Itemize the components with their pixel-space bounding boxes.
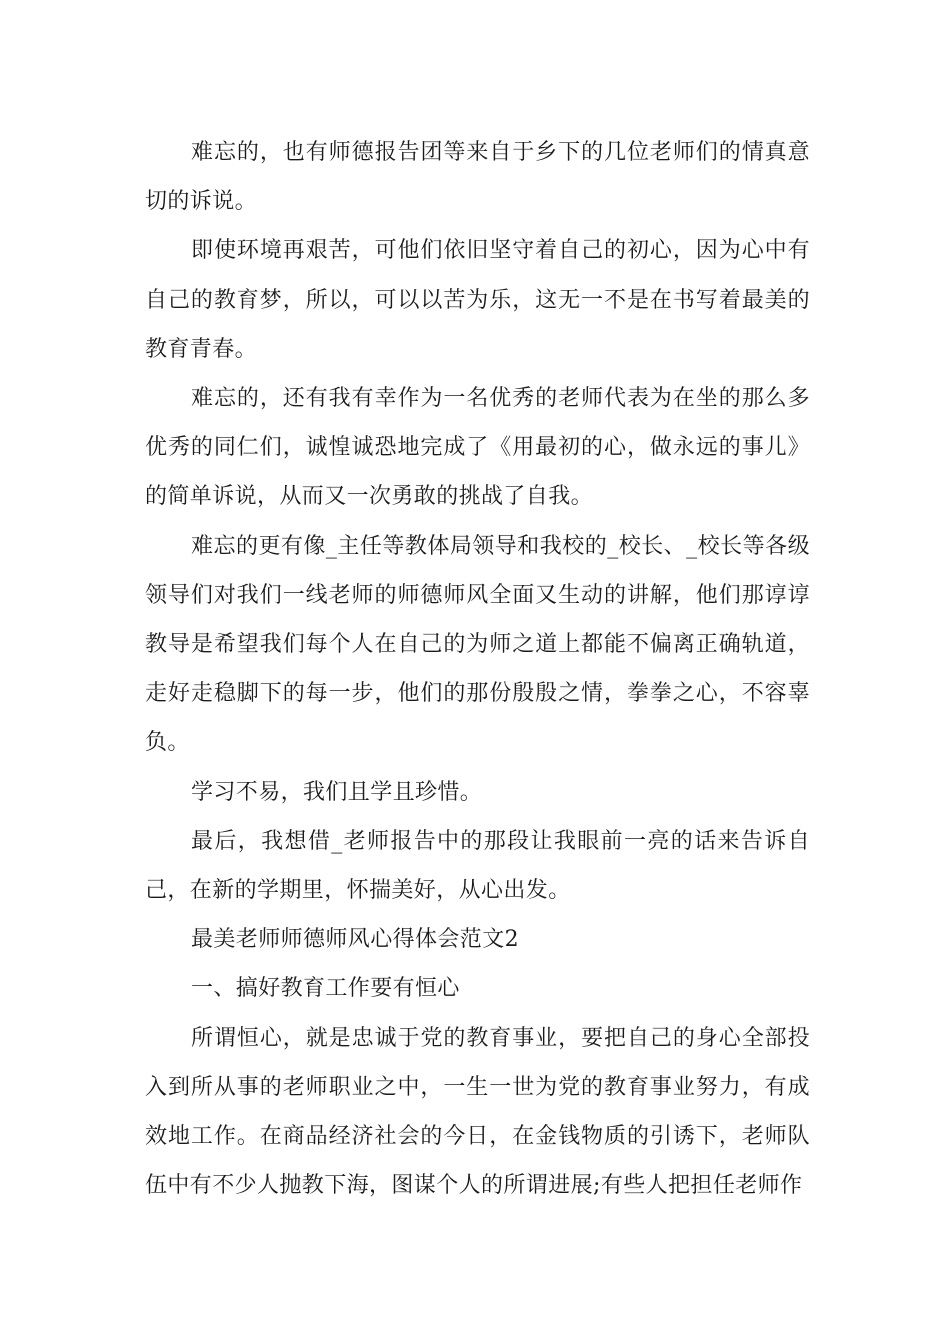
paragraph: 难忘的，也有师德报告团等来自于乡下的几位老师们的情真意切的诉说。: [145, 140, 810, 215]
paragraph: 难忘的，还有我有幸作为一名优秀的老师代表为在坐的那么多优秀的同仁们，诚惶诚恐地完成了《用最初的心，做永远的事儿》的简单诉说，从而又一次勇敢的挑战了自我。: [145, 386, 810, 510]
paragraph: 即使环境再艰苦，可他们依旧坚守着自己的初心，因为心中有自己的教育梦，所以，可以以苦为乐，这无一不是在书写着最美的教育青春。: [145, 238, 810, 362]
section-title: 最美老师师德师风心得体会范文2: [191, 927, 519, 953]
paragraph: 难忘的更有像_主任等教体局领导和我校的_校长、_校长等各级领导们对我们一线老师的师德师风全面又生动的讲解，他们那谆谆教导是希望我们每个人在自己的为师之道上都能不偏离正确轨道，走好走稳脚下的每一步，他们的那份殷殷之情，拳拳之心，不容辜负。: [145, 533, 810, 756]
paragraph: 学习不易，我们且学且珍惜。: [191, 779, 483, 805]
paragraph: 最后，我想借_老师报告中的那段让我眼前一亮的话来告诉自己，在新的学期里，怀揣美好，从心出发。: [145, 828, 810, 904]
paragraph: 所谓恒心，就是忠诚于党的教育事业，要把自己的身心全部投入到所从事的老师职业之中，一生一世为党的教育事业努力，有成效地工作。在商品经济社会的今日，在金钱物质的引诱下，老师队伍中有不少人抛教下海，图谋个人的所谓进展;有些人把担任老师作: [145, 1025, 810, 1199]
document-body: [145, 128, 810, 1210]
section-heading: 一、搞好教育工作要有恒心: [191, 976, 460, 1002]
